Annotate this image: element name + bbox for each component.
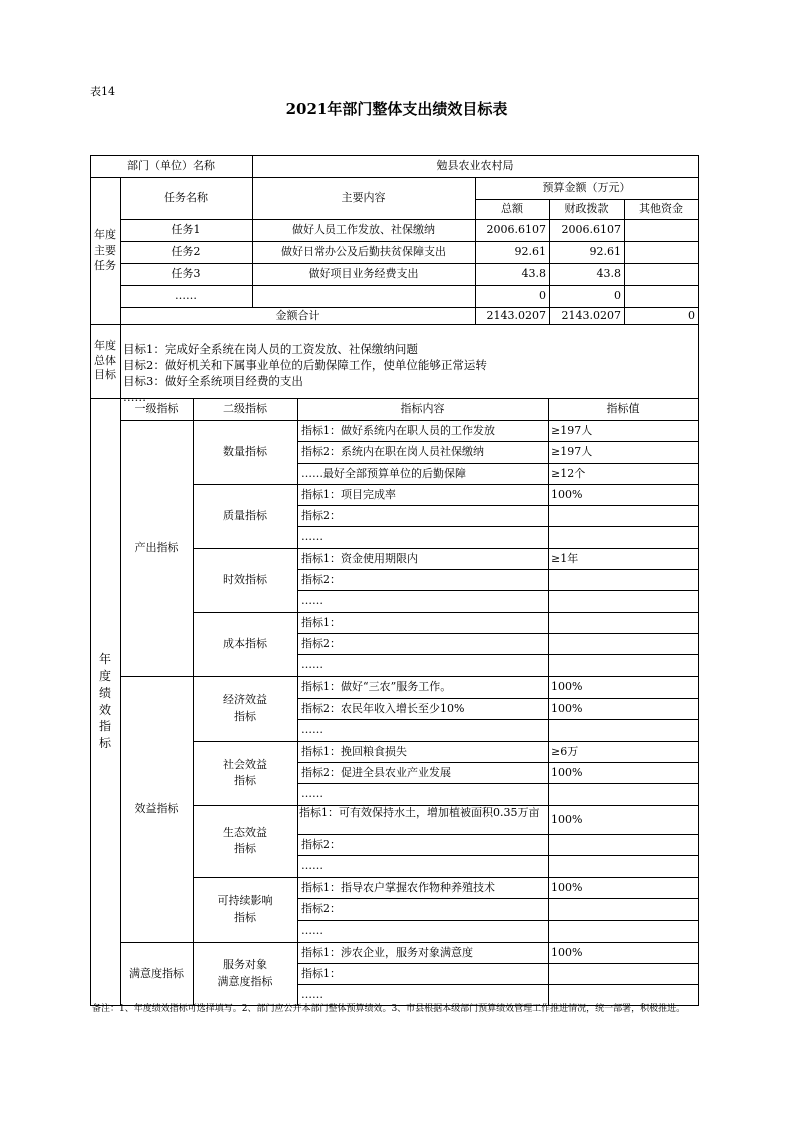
tasks-header-other: 其他资金	[639, 202, 683, 216]
task-name: 任务1	[171, 223, 201, 237]
tasks-sum-label: 金额合计	[275, 308, 320, 322]
indicator-content: ……	[301, 658, 323, 672]
task-total: 0	[539, 289, 546, 303]
indicator-content: ……	[301, 723, 323, 737]
goals-section-label: 年度 总体 目标	[94, 338, 116, 382]
indicator-value: 100%	[551, 487, 583, 501]
indicator-value: ≥12个	[551, 466, 586, 480]
indicator-value: 100%	[551, 701, 583, 715]
indicator-value: ≥1年	[551, 551, 579, 565]
level1-satisfaction: 满意度指标	[129, 966, 184, 980]
indicator-value	[551, 569, 696, 590]
indicator-content: 指标2：	[301, 508, 341, 522]
task-name: ……	[175, 289, 197, 303]
task-content: 做好人员工作发放、社保缴纳	[292, 223, 435, 237]
tasks-header-content: 主要内容	[341, 191, 386, 205]
indicator-content: 指标2：	[301, 837, 341, 851]
task-content: 做好日常办公及后勤扶贫保障支出	[281, 245, 446, 259]
perf-header-level1: 一级指标	[134, 402, 179, 416]
dept-label: 部门（单位）名称	[127, 159, 215, 173]
perf-header-content: 指标内容	[400, 402, 445, 416]
indicator-content: 指标2：	[301, 572, 341, 586]
task-name: 任务2	[171, 245, 201, 259]
goals-text: 目标1：完成好全系统在岗人员的工资发放、社保缴纳问题 目标2：做好机关和下属事业单位的后勤保障工作，使单位能够正常运转 目标3：做好全系统项目经费的支出 ……	[123, 342, 487, 404]
footnote: 备注：1、年度绩效指标可选择填写。2、部门应公开本部门整体预算绩效。3、市县根据本级部门预算绩效管理工作推进情况，统一部署，积极推进。	[92, 1004, 686, 1014]
indicator-content: 指标1：资金使用期限内	[301, 551, 418, 565]
indicator-content: 指标1：项目完成率	[301, 487, 396, 501]
indicator-content: ……	[301, 987, 323, 1001]
level2-timeliness: 时效指标	[223, 573, 267, 587]
perf-header-value: 指标值	[606, 402, 640, 416]
indicator-content: 指标2：农民年收入增长至少10%	[301, 701, 465, 715]
task-content: 做好项目业务经费支出	[308, 267, 419, 281]
indicator-content: 指标1：做好“三农”服务工作。	[301, 680, 452, 694]
indicator-content: ……	[301, 924, 323, 938]
perf-header-level2: 二级指标	[223, 402, 267, 416]
level2-quantity: 数量指标	[223, 445, 267, 459]
indicator-content: ……	[301, 530, 323, 544]
tasks-sum-other: 0	[688, 308, 695, 322]
indicator-content: 指标1：可有效保持水土，增加植被面积0.35万亩	[299, 806, 540, 819]
level2-ecological: 生态效益 指标	[223, 825, 267, 855]
task-fiscal: 0	[614, 289, 621, 303]
indicator-value	[551, 612, 696, 633]
indicator-value	[551, 783, 696, 805]
level1-benefit: 效益指标	[134, 802, 179, 816]
task-content	[252, 285, 475, 307]
indicator-value: 100%	[551, 765, 583, 779]
tasks-section-label: 年度 主要 任务	[94, 227, 116, 273]
indicator-value: 100%	[551, 880, 583, 894]
indicator-value	[551, 920, 696, 942]
indicator-content: ……	[301, 787, 323, 801]
level2-social: 社会效益 指标	[223, 757, 267, 787]
indicator-content: 指标1：做好系统内在职人员的工作发放	[301, 423, 495, 437]
indicator-content: 指标1：涉农企业，服务对象满意度	[301, 945, 473, 959]
indicator-value	[551, 898, 696, 920]
indicator-content: ……最好全部预算单位的后勤保障	[301, 466, 466, 480]
tasks-header-fiscal: 财政拨款	[564, 202, 609, 216]
indicator-value	[551, 505, 696, 526]
tasks-sum-total: 2143.0207	[486, 308, 546, 322]
indicator-content: 指标1：	[301, 966, 341, 980]
indicator-value	[551, 834, 696, 855]
indicator-content: ……	[301, 859, 323, 873]
task-total: 92.61	[514, 245, 546, 259]
indicator-content: 指标2：系统内在职在岗人员社保缴纳	[301, 445, 484, 459]
tasks-header-name: 任务名称	[164, 191, 208, 205]
level2-economic: 经济效益 指标	[223, 693, 267, 723]
indicator-value	[551, 719, 696, 741]
task-other	[624, 219, 695, 241]
indicator-value	[551, 590, 696, 612]
table-number: 表14	[90, 85, 115, 98]
task-total: 2006.6107	[486, 223, 546, 237]
indicator-content: 指标2：	[301, 636, 341, 650]
indicator-content: 指标1：挽回粮食损失	[301, 744, 407, 758]
task-other	[624, 285, 695, 307]
task-fiscal: 43.8	[596, 267, 621, 281]
page-title: 2021年部门整体支出绩效目标表	[285, 100, 508, 118]
dept-name: 勉县农业农村局	[436, 159, 514, 173]
level1-output: 产出指标	[134, 541, 179, 555]
level2-sustainable: 可持续影响 指标	[217, 894, 273, 924]
indicator-content: 指标1：指导农户掌握农作物种养殖技术	[301, 880, 495, 894]
tasks-sum-fiscal: 2143.0207	[561, 308, 621, 322]
tasks-header-budget: 预算金额（万元）	[542, 181, 631, 195]
task-fiscal: 92.61	[589, 245, 621, 259]
indicator-value: ≥197人	[551, 423, 593, 437]
task-fiscal: 2006.6107	[561, 223, 621, 237]
indicator-content: 指标2：	[301, 902, 341, 916]
perf-section-label: 年 度 绩 效 指 标	[98, 652, 111, 751]
indicator-value	[551, 963, 696, 984]
indicator-value: 100%	[551, 680, 583, 694]
task-total: 43.8	[521, 267, 546, 281]
level2-cost: 成本指标	[223, 637, 267, 651]
indicator-value	[551, 984, 696, 1005]
level2-service: 服务对象 满意度指标	[217, 958, 273, 988]
indicator-value: ≥6万	[551, 744, 579, 758]
tasks-header-total: 总额	[501, 202, 523, 216]
indicator-value	[551, 855, 696, 877]
indicator-value: 100%	[551, 812, 583, 826]
indicator-value	[551, 633, 696, 654]
indicator-value	[551, 654, 696, 676]
indicator-content: 指标2：促进全县农业产业发展	[301, 765, 451, 779]
task-other	[624, 241, 695, 263]
task-name: 任务3	[171, 267, 201, 281]
indicator-content: ……	[301, 594, 323, 608]
level2-quality: 质量指标	[223, 509, 267, 523]
indicator-value	[551, 526, 696, 548]
indicator-value: ≥197人	[551, 445, 593, 459]
task-other	[624, 263, 695, 285]
indicator-content: 指标1：	[301, 615, 341, 629]
indicator-value: 100%	[551, 945, 583, 959]
